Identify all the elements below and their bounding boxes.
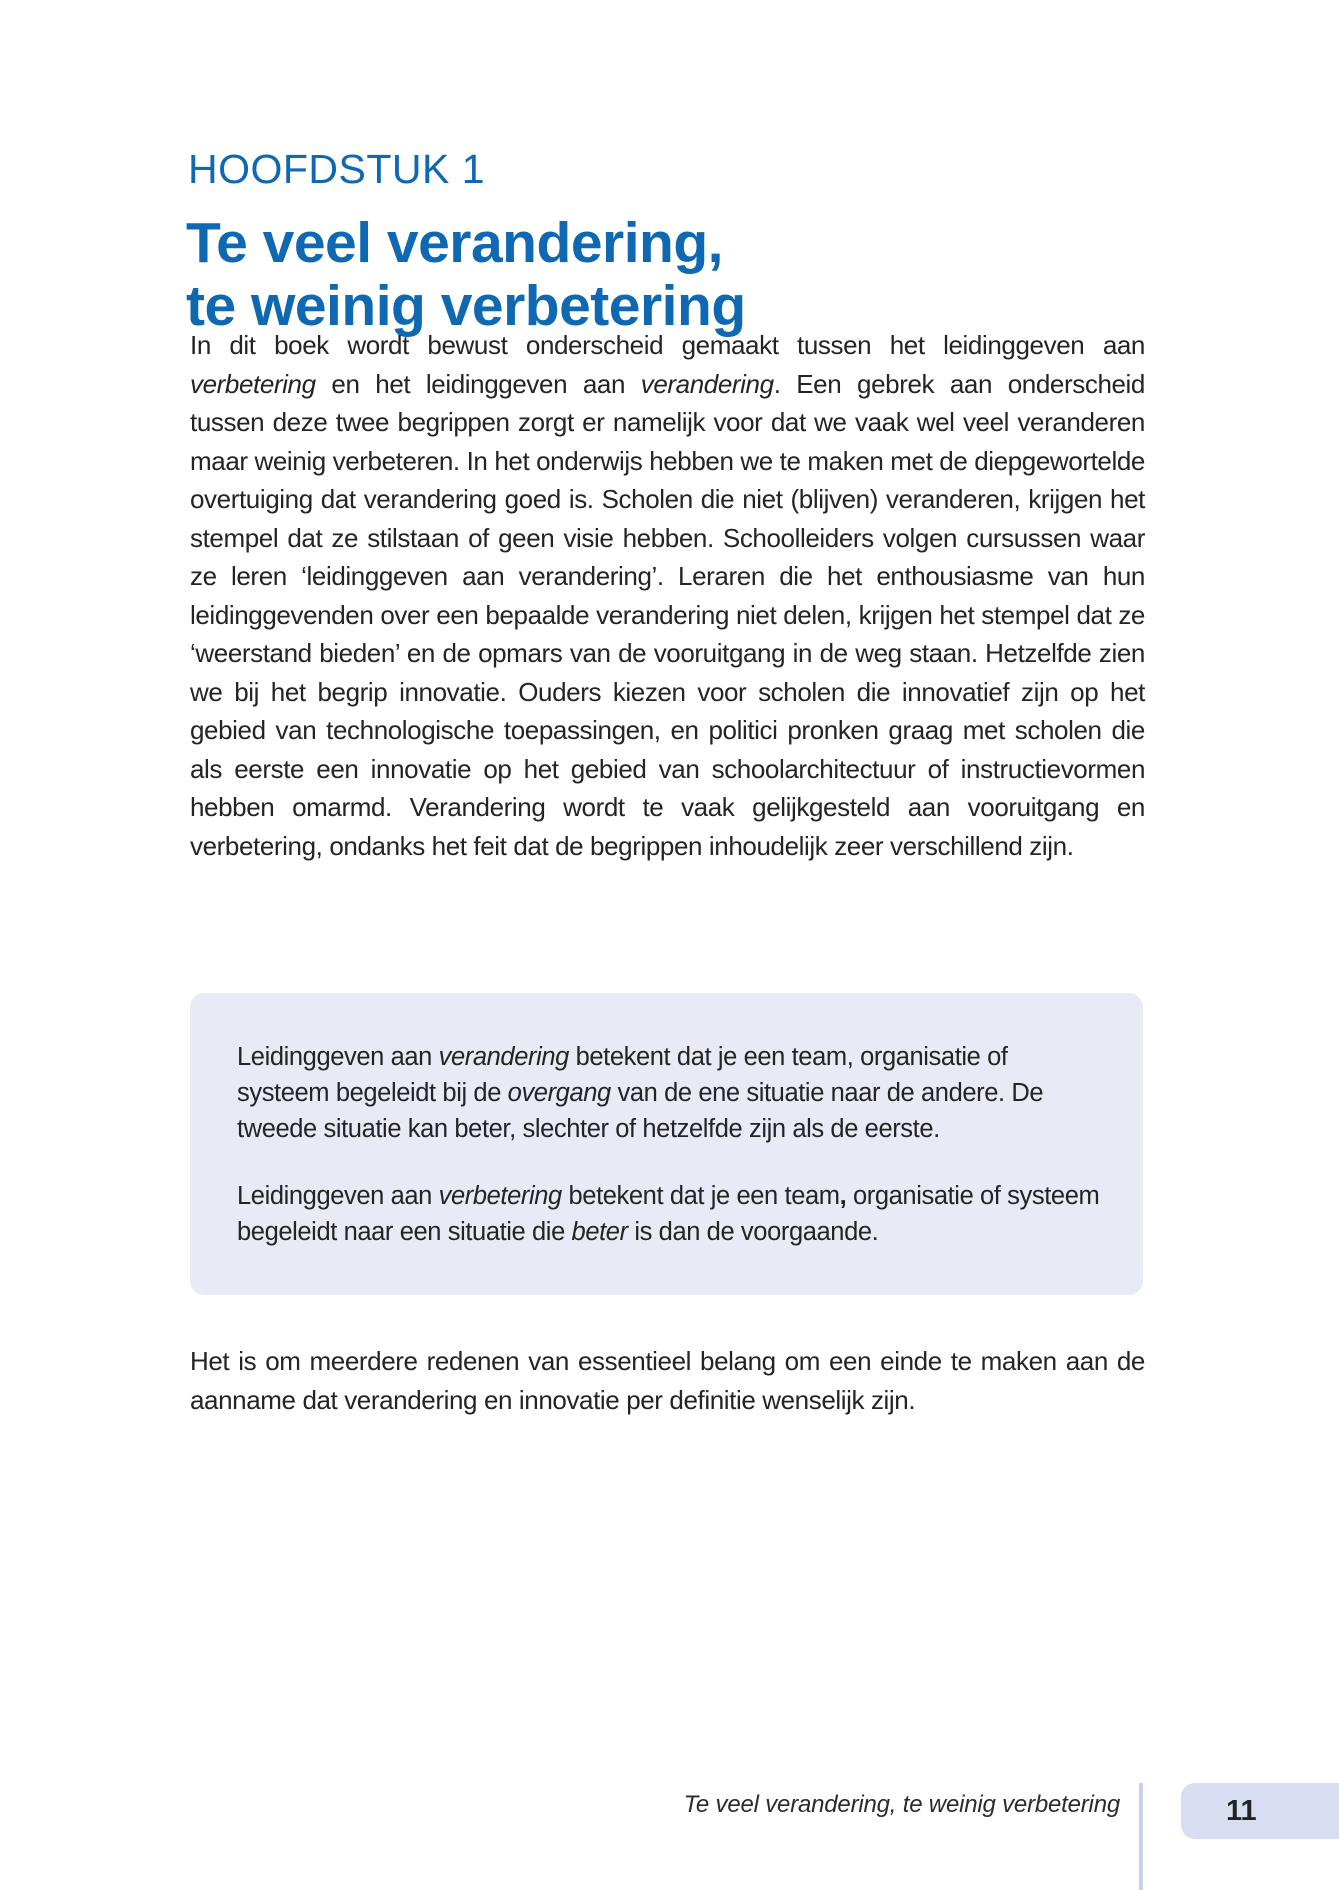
chapter-title <box>186 212 746 338</box>
text-segment: Het is om meerdere redenen van essentieel belang om een einde te maken aan de aanname dat verandering en innovatie per definitie wenselijk zijn. <box>190 1346 1145 1415</box>
text-segment: Leidinggeven aan <box>237 1043 439 1071</box>
definition-improvement-paragraph <box>237 1178 1103 1250</box>
text-segment: . Een gebrek aan onderscheid tussen deze twee begrippen zorgt er namelijk voor dat we vaak wel veel veranderen maar weinig verbeteren. In het onderwijs hebben we te maken met de diepgewortelde overtuiging dat verandering goed is. Scholen die niet (blijven) veranderen, krijgen het stempel dat ze stilstaan of geen visie hebben. Schoolleiders volgen cursussen waar ze leren ‘leidinggeven aan verandering’. Leraren die het enthousiasme van hun leidinggevenden over een bepaalde verandering niet delen, krijgen het stempel dat ze ‘weerstand bieden’ en de opmars van de vooruitgang in de weg staan. Hetzelfde zien we bij het begrip innovatie. Ouders kiezen voor scholen die innovatief zijn op het gebied van technologische toepassingen, en politici pronken graag met scholen die als eerste een innovatie op het gebied van schoolarchitectuur of instructievormen hebben omarmd. Verandering wordt te vaak gelijkgesteld aan vooruitgang en verbetering, ondanks het feit dat de begrippen inhoudelijk zeer verschillend zijn. <box>190 368 1145 861</box>
text-segment: In dit boek wordt bewust onderscheid gemaakt tussen het leidinggeven aan <box>190 330 1145 360</box>
text-segment: overgang <box>507 1079 611 1107</box>
text-segment: verbetering <box>190 368 316 399</box>
text-segment: verandering <box>438 1043 569 1071</box>
text-segment: verandering <box>640 368 774 399</box>
page-number-box <box>1181 1783 1339 1839</box>
text-segment: , <box>839 1182 847 1210</box>
chapter-title-line-2: te weinig verbetering <box>186 274 746 338</box>
intro-paragraph <box>190 326 1145 865</box>
footer-divider <box>1139 1783 1143 1890</box>
chapter-kicker: HOOFDSTUK 1 <box>188 146 486 192</box>
text-segment: betekent dat je een team <box>561 1182 840 1210</box>
page-number: 11 <box>1226 1795 1257 1827</box>
text-segment: beter <box>571 1218 628 1246</box>
definition-box <box>190 993 1143 1295</box>
text-segment: en het leidinggeven aan <box>315 368 641 399</box>
chapter-title-line-1: Te veel verandering, <box>186 211 724 275</box>
definition-change-paragraph <box>237 1039 1103 1147</box>
text-segment: betekent dat je een team, organisatie of systeem begeleidt bij de <box>237 1043 1008 1107</box>
text-segment: organisatie of systeem begeleidt naar een situatie die <box>237 1182 1100 1246</box>
text-segment: van de ene situatie naar de andere. De tweede situatie kan beter, slechter of hetzelfde zijn als de eerste. <box>237 1079 1044 1143</box>
text-segment: is dan de voorgaande. <box>627 1218 879 1246</box>
text-segment: Leidinggeven aan <box>237 1182 439 1210</box>
text-segment: verbetering <box>438 1182 562 1210</box>
closing-paragraph <box>190 1342 1145 1419</box>
running-title: Te veel verandering, te weinig verbetering <box>683 1791 1120 1818</box>
